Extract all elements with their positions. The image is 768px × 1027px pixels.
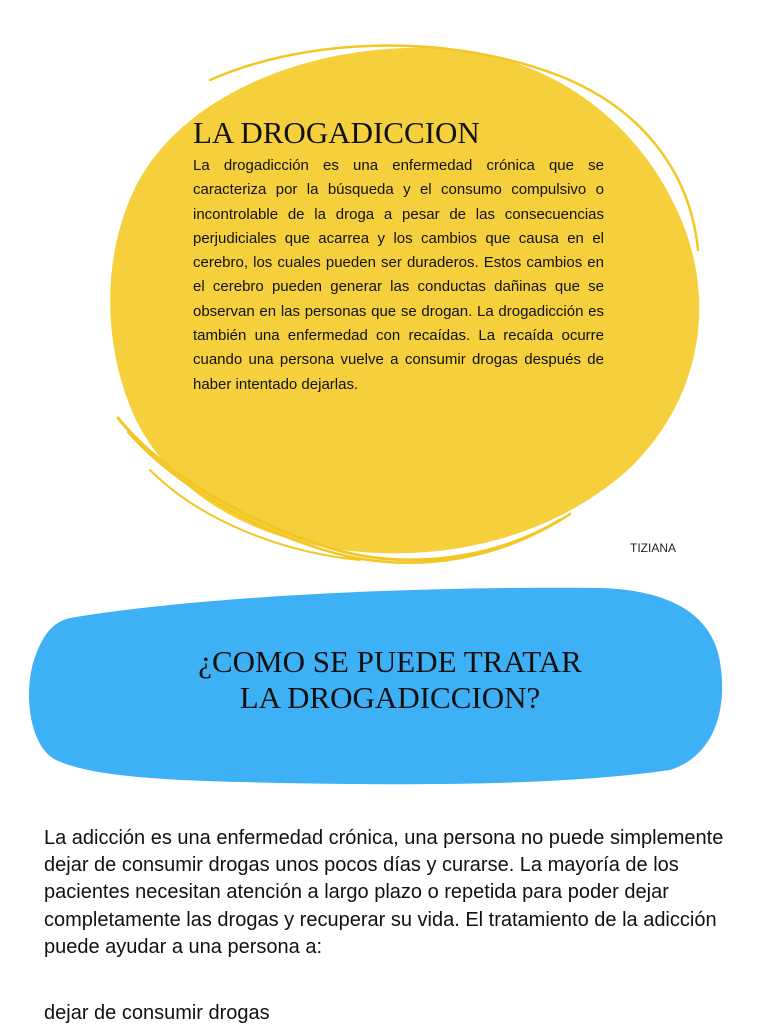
intro-paragraph: La drogadicción es una enfermedad crónica que se caracteriza por la búsqueda y el consumo compulsivo o incontrolable de la droga a pesar de las consecuencias perjudiciales que acarrea y los cambios que causa en el cerebro, los cuales pueden ser duraderos. Estos cambios en el cerebro pueden generar las conductas dañinas que se observan en las personas que se drogan. La drogadicción es también una enfermedad con recaídas. La recaída ocurre cuando una persona vuelve a consumir drogas después de haber intentado dejarlas. xyxy=(193,157,604,393)
section-title xyxy=(110,644,670,716)
list-item: dejar de consumir drogas xyxy=(44,1002,270,1024)
page-title: LA DROGADICCION xyxy=(193,115,480,150)
section-title-line-1: ¿COMO SE PUEDE TRATAR xyxy=(198,644,582,679)
author-name: TIZIANA xyxy=(630,541,677,555)
treatment-paragraph: La adicción es una enfermedad crónica, una persona no puede simplemente dejar de consumir drogas unos pocos días y curarse. La mayoría de los pacientes necesitan atención a largo plazo o repetida para poder dejar completamente las drogas y recuperar su vida. El tratamiento de la adicción puede ayudar a una persona a: xyxy=(44,827,724,958)
section-title-line-2: LA DROGADICCION? xyxy=(239,680,541,715)
